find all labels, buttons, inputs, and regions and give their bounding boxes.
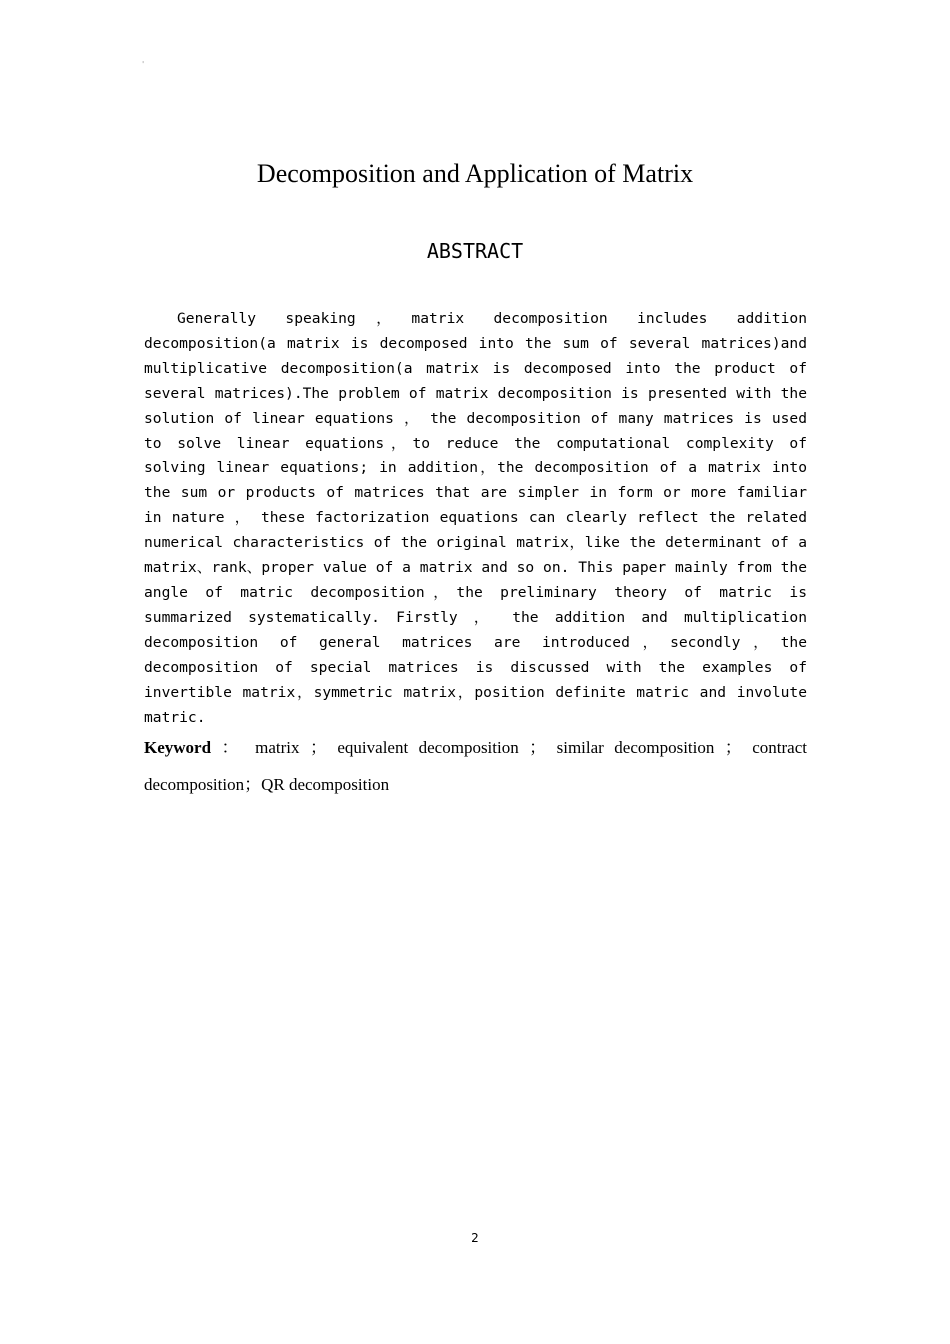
keyword-separator: ： bbox=[211, 738, 256, 757]
keyword-label: Keyword bbox=[144, 738, 212, 757]
abstract-heading: ABSTRACT bbox=[426, 239, 524, 263]
paper-title: Decomposition and Application of Matrix bbox=[256, 159, 694, 188]
abstract-body: Generally speaking，matrix decomposition includes addition decomposition(a matrix is decomposed into the sum of several matrices)and multiplicative decomposition(a matrix is decomposed into the product of several matrices).The problem of matrix decomposition is presented with the solution of linear equations ， the decomposition of many matrices is used to solve linear equations，to reduce the computational complexity of solving linear equations; in addition，the decomposition of a matrix into the sum or products of matrices that are simpler in form or more familiar in nature ， these factorization equations can clearly reflect the related numerical characteristics of the original matrix，like the determinant of a matrix、rank、proper value of a matrix and so on. This paper mainly from the angle of matric decomposition，the preliminary theory of matric is summarized systematically. Firstly ， the addition and multiplication decomposition of general matrices are introduced，secondly，the decomposition of special matrices is discussed with the examples of invertible matrix，symmetric matrix，position definite matric and involute matric. bbox=[144, 310, 807, 726]
corner-mark: ' bbox=[142, 60, 145, 69]
keywords-text: matrix ； equivalent decomposition ； similar decomposition ； contract decomposition；QR decomposition bbox=[144, 738, 807, 794]
keywords-line bbox=[144, 729, 807, 803]
page-number: 2 bbox=[471, 1231, 479, 1245]
